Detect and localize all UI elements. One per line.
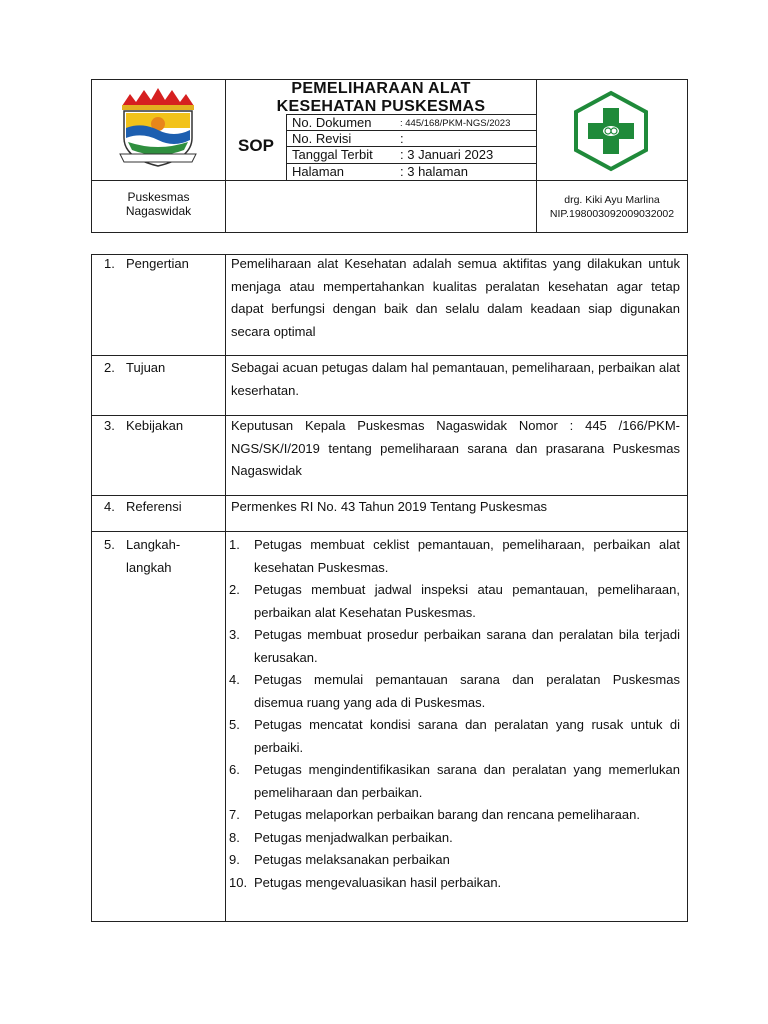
meta-key: No. Revisi	[292, 131, 352, 146]
signer-name: drg. Kiki Ayu Marlina	[564, 194, 660, 206]
step-text: Petugas mencatat kondisi sarana dan peralatan yang rusak untuk di perbaiki.	[254, 717, 680, 755]
section-number: 3.	[104, 418, 115, 433]
section-number: 2.	[104, 360, 115, 375]
step-text: Petugas membuat jadwal inspeksi atau pemantauan, pemeliharaan, perbaikan alat Kesehatan Puskesmas.	[254, 582, 680, 620]
step-number: 7.	[229, 807, 240, 822]
section-text-pengertian: Pemeliharaan alat Kesehatan adalah semua aktifitas yang dilakukan untuk menjaga atau mempertahankan kualitas peralatan kesehatan agar tetap dapat berfungsi dengan baik dan selalu dalam keadaan siap digunakan secara optimal	[231, 256, 680, 339]
meta-row-revision	[287, 131, 536, 147]
step-number: 9.	[229, 852, 240, 867]
step-text: Petugas mengevaluasikan hasil perbaikan.	[254, 874, 502, 890]
section-label: Referensi	[126, 499, 182, 514]
section-label-pengertian	[104, 253, 189, 276]
section-number: 1.	[104, 256, 115, 271]
section-number: 5.	[104, 537, 115, 552]
section-label: Langkah-	[126, 537, 181, 552]
title-line-2: KESEHATAN PUSKESMAS	[276, 98, 486, 115]
step-text: Petugas melaporkan perbaikan barang dan rencana pemeliharaan.	[254, 807, 640, 822]
section-label-referensi	[104, 496, 182, 519]
step-number: 1.	[229, 537, 240, 552]
meta-value: :	[400, 131, 404, 146]
sop-label: SOP	[238, 136, 274, 155]
list-item	[229, 849, 680, 872]
list-item	[229, 804, 680, 827]
section-label-tujuan	[104, 357, 165, 380]
step-text: Petugas mengindentifikasikan sarana dan peralatan yang memerlukan pemeliharaan dan perbaikan.	[254, 762, 680, 800]
step-text: Petugas membuat prosedur perbaikan sarana dan peralatan bila terjadi kerusakan.	[254, 627, 680, 665]
list-item	[229, 872, 680, 895]
step-number: 3.	[229, 627, 240, 642]
title-line-1: PEMELIHARAAN ALAT	[291, 80, 471, 97]
section-text-referensi: Permenkes RI No. 43 Tahun 2019 Tentang Puskesmas	[231, 499, 548, 514]
document-title	[226, 80, 536, 116]
section-label: Tujuan	[126, 360, 166, 375]
section-number: 4.	[104, 499, 115, 514]
org-line-2: Nagaswidak	[125, 204, 192, 218]
puskesmas-cross-icon	[570, 90, 652, 172]
org-line-1: Puskesmas	[127, 190, 190, 204]
step-text: Petugas menjadwalkan perbaikan.	[254, 829, 453, 845]
step-number: 10.	[229, 874, 248, 890]
step-number: 2.	[229, 582, 240, 597]
organization-name	[92, 190, 225, 218]
section-label-langkah	[104, 534, 180, 579]
meta-row-document-number	[287, 115, 536, 131]
section-label: Pengertian	[126, 256, 189, 271]
section-label-continued: langkah	[126, 559, 172, 575]
step-text: Petugas memulai pemantauan sarana dan peralatan Puskesmas disemua ruang yang ada di Puskesmas.	[254, 672, 680, 710]
meta-row-pages	[287, 164, 536, 180]
list-item	[229, 534, 680, 579]
section-text-tujuan: Sebagai acuan petugas dalam hal pemantauan, pemeliharaan, perbaikan alat keserhatan.	[231, 360, 680, 398]
list-item	[229, 759, 680, 804]
list-item	[229, 624, 680, 669]
meta-value: : 3 halaman	[400, 164, 468, 179]
step-number: 6.	[229, 762, 240, 777]
meta-row-issue-date	[287, 147, 536, 163]
list-item	[229, 669, 680, 714]
step-number: 4.	[229, 672, 240, 687]
meta-key: Halaman	[292, 164, 345, 179]
signer-nip: NIP.198003092009032002	[549, 208, 675, 220]
list-item	[229, 579, 680, 624]
section-label: Kebijakan	[126, 418, 184, 433]
step-number: 8.	[229, 829, 240, 845]
meta-key: Tanggal Terbit	[292, 147, 373, 162]
meta-value: : 445/168/PKM-NGS/2023	[400, 118, 511, 129]
section-text-kebijakan: Keputusan Kepala Puskesmas Nagaswidak Nomor : 445 /166/PKM-NGS/SK/I/2019 tentang pemeliharaan sarana dan prasarana Puskesmas Nagaswidak	[231, 418, 680, 478]
list-item	[229, 827, 680, 850]
meta-value: : 3 Januari 2023	[400, 147, 494, 162]
step-text: Petugas melaksanakan perbaikan	[254, 852, 450, 867]
city-emblem-icon	[116, 86, 200, 172]
signer-block	[537, 193, 687, 221]
section-label-kebijakan	[104, 415, 183, 438]
steps-list	[229, 534, 680, 894]
step-number: 5.	[229, 717, 240, 732]
list-item	[229, 714, 680, 759]
step-text: Petugas membuat ceklist pemantauan, pemeliharaan, perbaikan alat kesehatan Puskesmas.	[254, 537, 680, 575]
meta-key: No. Dokumen	[292, 115, 372, 130]
